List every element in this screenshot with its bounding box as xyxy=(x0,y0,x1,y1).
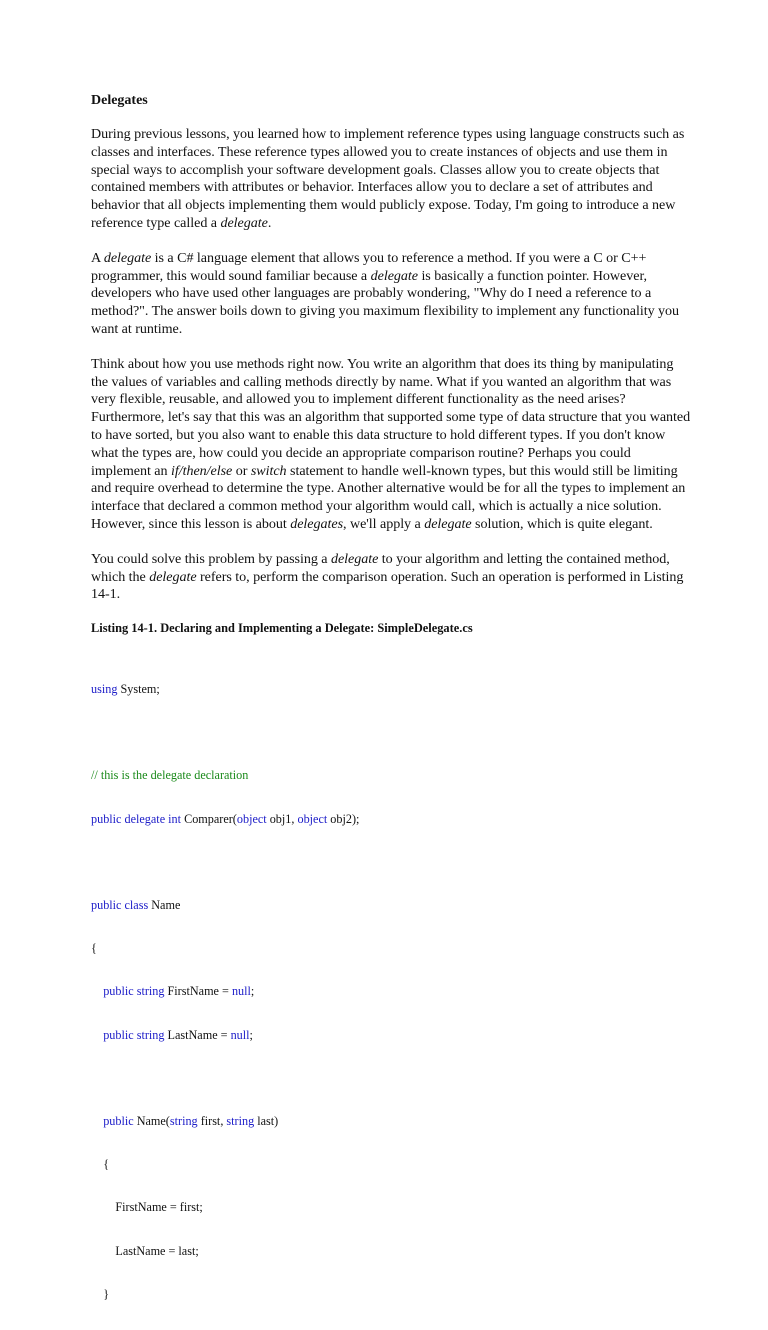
code-line-blank xyxy=(91,725,691,739)
code-line-constructor-open-brace: { xyxy=(91,1157,110,1172)
code-line-class-declaration: public class Name xyxy=(91,897,181,912)
document-page xyxy=(91,93,691,1330)
paragraph-intro: During previous lessons, you learned how to implement reference types using language constructs such as classes and interfaces. These reference types allowed you to create instances of objects and use them in special ways to accomplish your software development goals. Classes allow you to create objects that contained members with attributes or behavior. Interfaces allow you to declare a set of attributes and behavior that all objects implementing them would publicly expose. Today, I'm going to introduce a new reference type called a delegate. xyxy=(91,126,685,231)
code-line-constructor-close-brace: } xyxy=(91,1286,110,1301)
code-line-assign-firstname: FirstName = first; xyxy=(91,1200,203,1215)
code-line-assign-lastname: LastName = last; xyxy=(91,1243,199,1258)
section-heading: Delegates xyxy=(91,93,148,108)
code-line-delegate-declaration: public delegate int Comparer(object obj1, object obj2); xyxy=(91,811,360,826)
code-listing xyxy=(91,653,691,1330)
paragraph-solution: You could solve this problem by passing a delegate to your algorithm and letting the contained method, which the delegate refers to, perform the comparison operation. Such an operation is performed in Listing 14-1. xyxy=(91,550,684,603)
code-line-blank xyxy=(91,855,691,869)
paragraph-definition: A delegate is a C# language element that allows you to reference a method. If you were a C or C++ programmer, this would sound familiar because a delegate is basically a function pointer. However, developers who have used other languages are probably wondering, "Why do I need a reference to a method?". The answer boils down to giving you maximum flexibility to implement any functionality you want at runtime. xyxy=(91,249,680,337)
listing-title: Listing 14-1. Declaring and Implementing a Delegate: SimpleDelegate.cs xyxy=(91,621,473,636)
code-line-comment: // this is the delegate declaration xyxy=(91,768,249,783)
code-line-lastname-field: public string LastName = null; xyxy=(103,1027,253,1042)
code-line-firstname-field: public string FirstName = null; xyxy=(103,984,255,999)
code-line-constructor: public Name(string first, string last) xyxy=(103,1113,279,1128)
paragraph-motivation: Think about how you use methods right now. You write an algorithm that does its thing by manipulating the values of variables and calling methods directly by name. What if you wanted an algorithm that was very flexible, reusable, and allowed you to implement different functionality as the need arises? Furthermore, let's say that this was an algorithm that supported some type of data structure that you wanted to have sorted, but you also want to enable this data structure to hold different types. If you don't know what the types are, how could you decide an appropriate comparison routine? Perhaps you could implement an if/then/else or switch statement to handle well-known types, but this would still be limiting and require overhead to determine the type. Another alternative would be for all the types to implement an interface that declared a common method your algorithm would call, which is actually a nice solution. However, since this lesson is about delegates, we'll apply a delegate solution, which is quite elegant. xyxy=(91,355,691,532)
code-line-open-brace: { xyxy=(91,941,97,956)
code-line-blank xyxy=(91,1071,691,1085)
code-line-using: using System; xyxy=(91,681,160,696)
